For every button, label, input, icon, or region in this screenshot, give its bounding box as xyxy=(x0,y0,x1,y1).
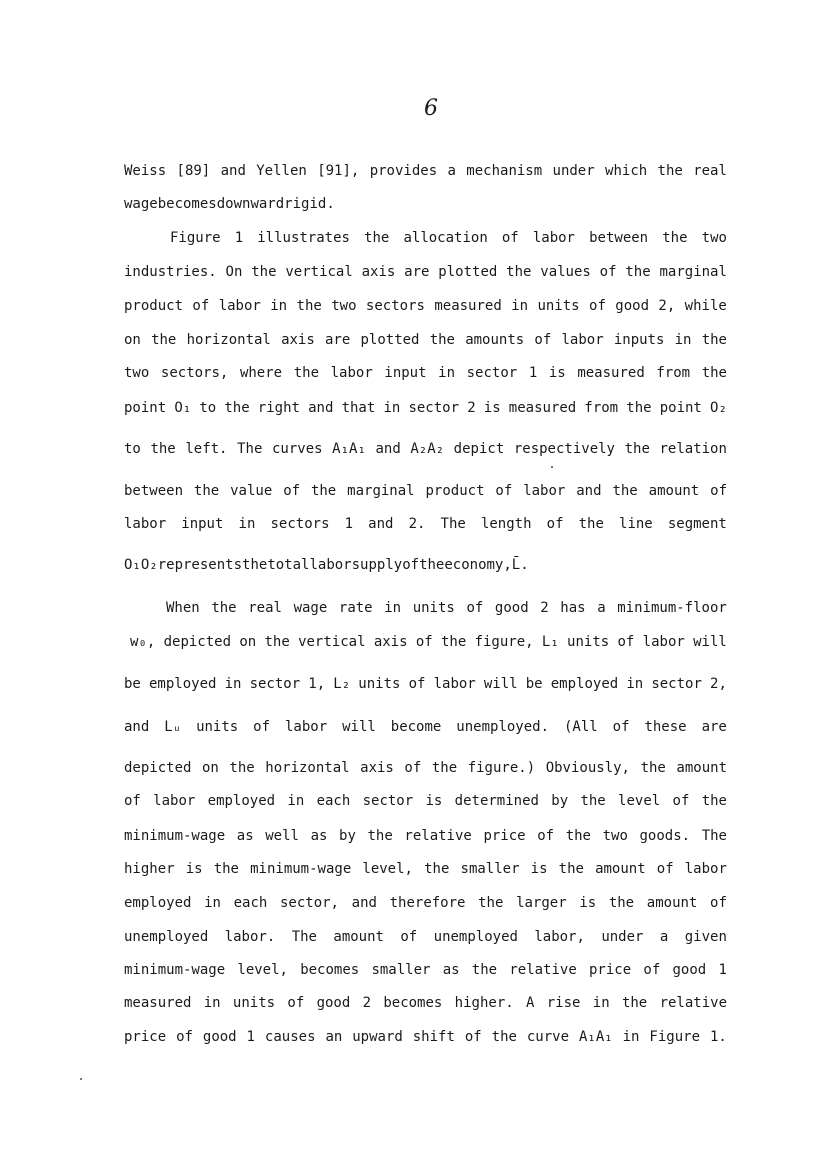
scan-speck xyxy=(80,1078,82,1080)
scan-speck xyxy=(551,466,553,468)
text-line: When the real wage rate in units of good 2 has a minimum-floor xyxy=(166,600,727,616)
text-line: O₁O₂represents the total labor supply of the economy, L̄. xyxy=(124,557,529,573)
text-line: measured in units of good 2 becomes higher. A rise in the relative xyxy=(124,995,727,1011)
text-line: industries. On the vertical axis are plotted the values of the marginal xyxy=(124,264,727,280)
text-line: point O₁ to the right and that in sector 2 is measured from the point O₂ xyxy=(124,400,727,416)
text-line: and Lᵤ units of labor will become unemployed. (All of these are xyxy=(124,719,727,735)
text-line: between the value of the marginal product of labor and the amount of xyxy=(124,483,727,499)
text-line: Figure 1 illustrates the allocation of labor between the two xyxy=(170,230,727,246)
page-number: 6 xyxy=(424,96,438,121)
text-line: w₀, depicted on the vertical axis of the figure, L₁ units of labor will xyxy=(130,634,727,650)
text-line: price of good 1 causes an upward shift of the curve A₁A₁ in Figure 1. xyxy=(124,1029,727,1045)
text-line: wage becomes downward rigid. xyxy=(124,196,335,212)
text-line: on the horizontal axis are plotted the amounts of labor inputs in the xyxy=(124,332,727,348)
text-line: higher is the minimum-wage level, the smaller is the amount of labor xyxy=(124,861,727,877)
text-line: employed in each sector, and therefore the larger is the amount of xyxy=(124,895,727,911)
text-line: product of labor in the two sectors measured in units of good 2, while xyxy=(124,298,727,314)
text-line: Weiss [89] and Yellen [91], provides a mechanism under which the real xyxy=(124,163,727,179)
text-line: labor input in sectors 1 and 2. The length of the line segment xyxy=(124,516,727,532)
text-line: to the left. The curves A₁A₁ and A₂A₂ depict respectively the relation xyxy=(124,441,727,457)
text-line: of labor employed in each sector is determined by the level of the xyxy=(124,793,727,809)
text-line: unemployed labor. The amount of unemployed labor, under a given xyxy=(124,929,727,945)
text-line: minimum-wage as well as by the relative price of the two goods. The xyxy=(124,828,727,844)
text-line: depicted on the horizontal axis of the figure.) Obviously, the amount xyxy=(124,760,727,776)
text-line: two sectors, where the labor input in sector 1 is measured from the xyxy=(124,365,727,381)
text-line: be employed in sector 1, L₂ units of labor will be employed in sector 2, xyxy=(124,676,727,692)
text-line: minimum-wage level, becomes smaller as the relative price of good 1 xyxy=(124,962,727,978)
